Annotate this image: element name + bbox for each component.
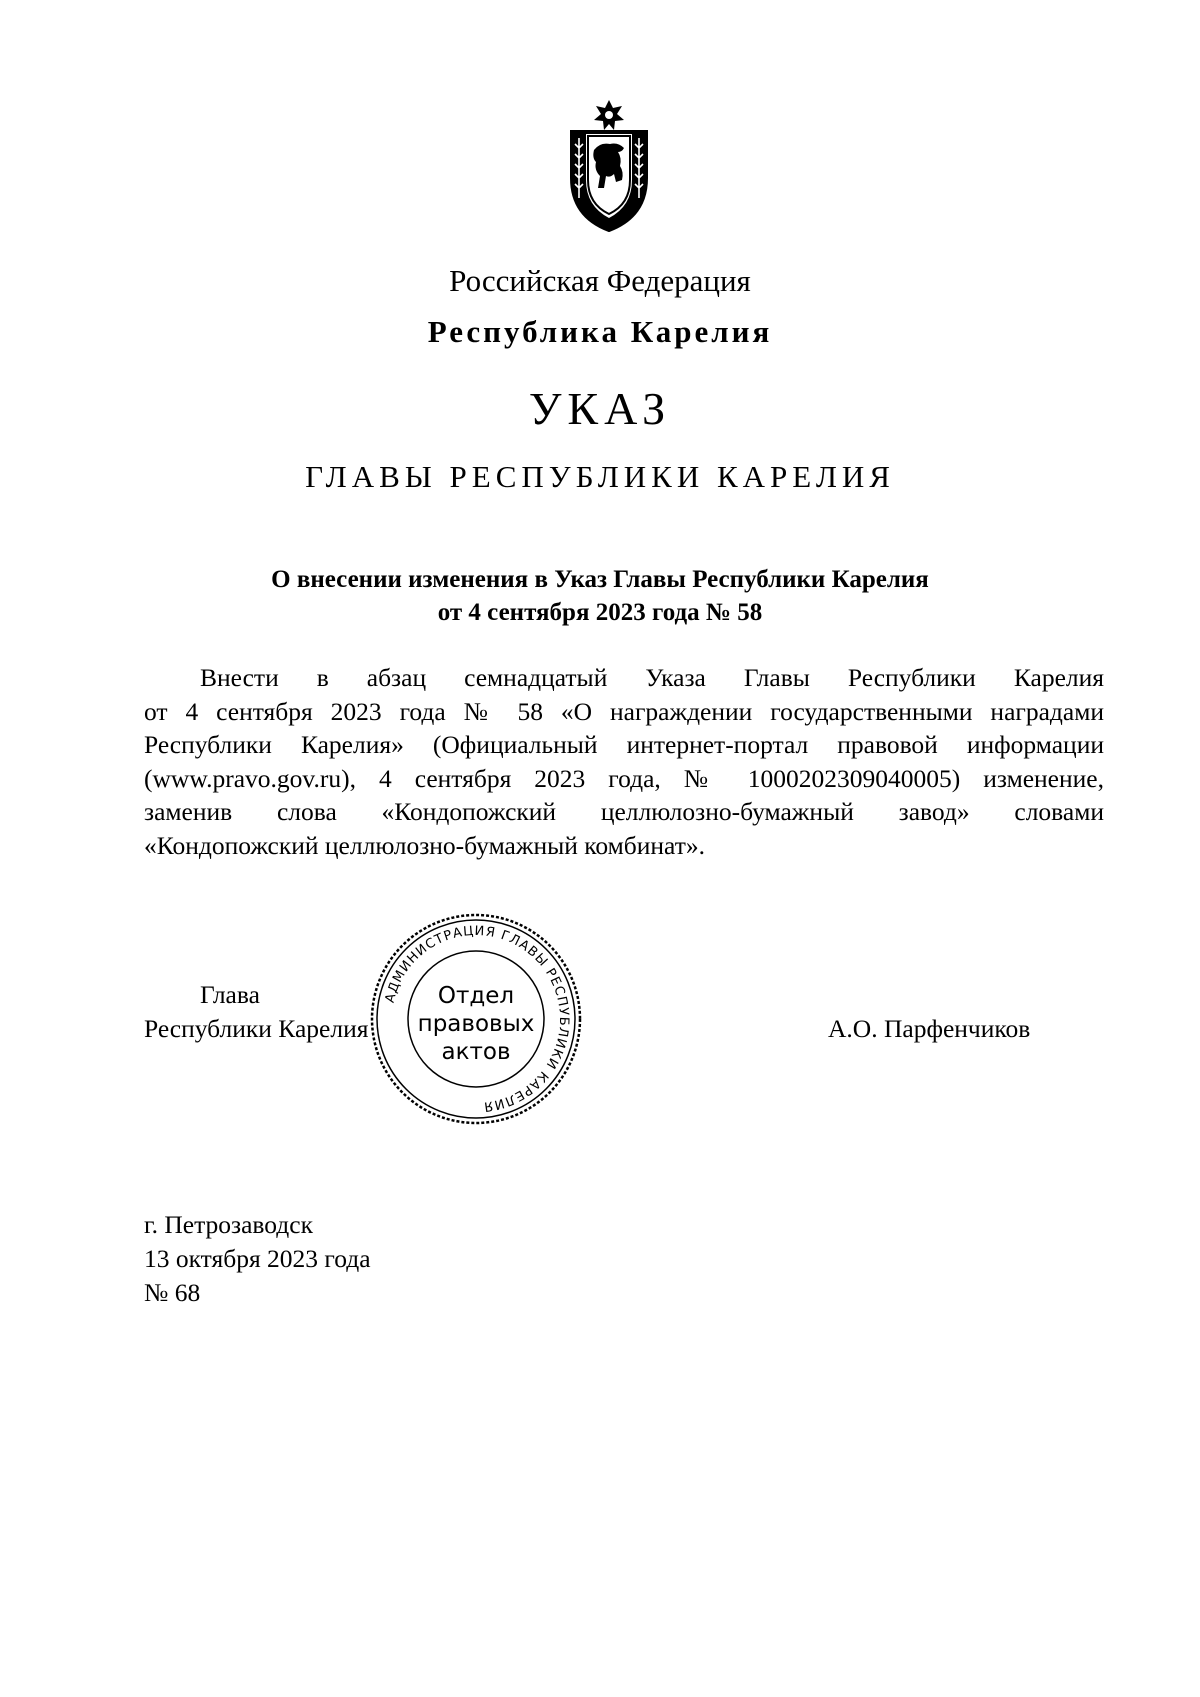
body-line: (www.pravo.gov.ru), 4 сентября 2023 года, № 1000202309040005) изменение,	[144, 763, 1104, 793]
document-body	[144, 661, 1104, 862]
body-line: Внести в абзац семнадцатый Указа Главы Республики Карелия	[200, 663, 1104, 692]
official-stamp	[366, 909, 586, 1129]
stamp-inner-text: правовых	[417, 1011, 535, 1037]
document-details	[144, 1208, 371, 1310]
document-subject	[0, 563, 1200, 629]
document-date: 13 октября 2023 года	[144, 1244, 371, 1273]
document-type: УКАЗ	[528, 383, 672, 434]
document-number: № 68	[144, 1278, 201, 1307]
document-place: г. Петрозаводск	[144, 1210, 313, 1239]
stamp-inner-text: Отдел	[437, 983, 515, 1009]
country-name: Российская Федерация	[449, 263, 751, 298]
signatory-title-line: Глава	[200, 980, 260, 1009]
subject-line: от 4 сентября 2023 года № 58	[437, 599, 763, 626]
signatory-title	[144, 978, 368, 1046]
signatory-name: А.О. Парфенчиков	[828, 1014, 1031, 1043]
stamp-inner-text: актов	[441, 1039, 511, 1065]
signatory-title-line: Республики Карелия	[144, 1014, 369, 1043]
body-line: «Кондопожский целлюлозно-бумажный комбинат».	[144, 830, 705, 860]
body-line: от 4 сентября 2023 года № 58 «О награждении государственными наградами	[144, 696, 1104, 726]
body-line: Республики Карелия» (Официальный интернет-портал правовой информации	[144, 730, 1104, 759]
document-issuer: ГЛАВЫ РЕСПУБЛИКИ КАРЕЛИЯ	[305, 459, 895, 494]
stamp-ring-text: АДМИНИСТРАЦИЯ ГЛАВЫ РЕСПУБЛИКИ КАРЕЛИЯ	[382, 923, 572, 1114]
body-line: заменив слова «Кондопожский целлюлозно-бумажный завод» словами	[144, 797, 1104, 826]
republic-name: Республика Карелия	[427, 314, 773, 349]
coat-of-arms-icon	[566, 98, 652, 232]
subject-line: О внесении изменения в Указ Главы Республики Карелия	[271, 566, 929, 593]
